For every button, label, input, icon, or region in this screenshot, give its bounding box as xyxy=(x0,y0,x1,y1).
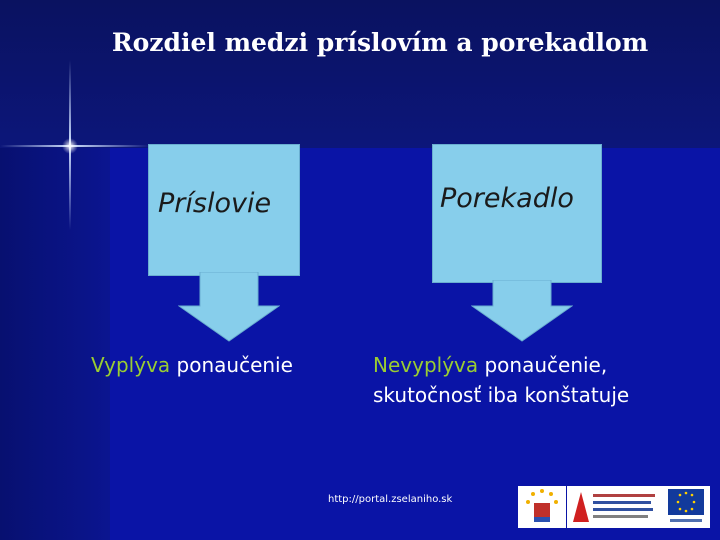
agency-emblem-icon xyxy=(567,486,662,528)
proverb-caption-rest: ponaučenie xyxy=(170,353,293,377)
star-circle-icon xyxy=(518,486,566,528)
proverb-arrow-icon xyxy=(178,272,280,342)
sparkle-icon xyxy=(62,138,78,154)
saying-caption-highlight: Nevyplýva xyxy=(373,353,479,377)
proverb-caption-highlight: Vyplýva xyxy=(91,353,171,377)
slide-title: Rozdiel medzi príslovím a porekadlom xyxy=(111,28,649,57)
saying-arrow-icon xyxy=(471,280,573,342)
esf-logo xyxy=(518,486,566,528)
proverb-caption xyxy=(91,350,293,380)
saying-caption-line1 xyxy=(373,350,629,380)
saying-caption-line2: skutočnosť iba konštatuje xyxy=(373,383,630,407)
background-left-band xyxy=(0,148,110,540)
proverb-label: Príslovie xyxy=(158,188,272,219)
saying-caption xyxy=(373,350,629,410)
saying-label: Porekadlo xyxy=(440,183,574,214)
saying-caption-rest: ponaučenie, xyxy=(478,353,608,377)
footer-url: http://portal.zselaniho.sk xyxy=(328,494,453,505)
background-top-band xyxy=(0,0,720,148)
eu-flag-logo xyxy=(662,486,710,528)
eu-flag-icon xyxy=(662,486,710,528)
ministry-agency-logo xyxy=(567,486,662,528)
